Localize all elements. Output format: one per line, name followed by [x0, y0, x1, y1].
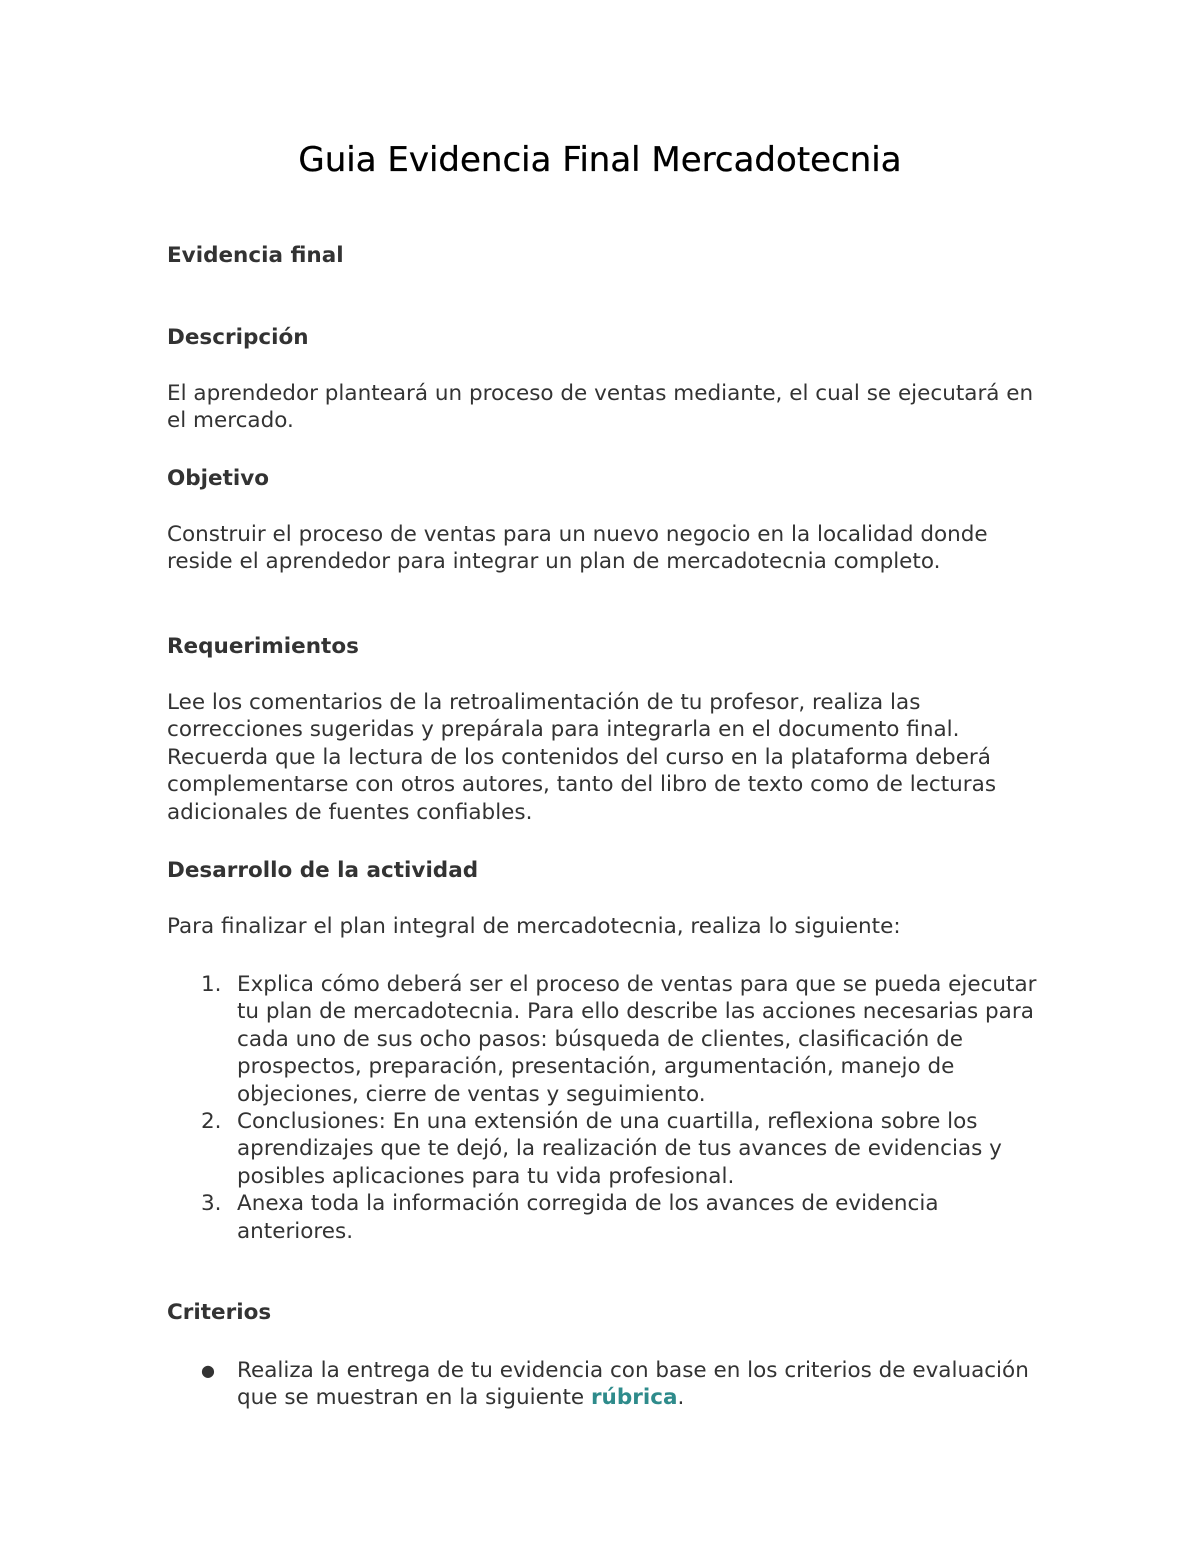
desarrollo-intro: Para finalizar el plan integral de mercadotecnia, realiza lo siguiente:	[167, 914, 901, 939]
descripcion-text: El aprendedor planteará un proceso de ventas mediante, el cual se ejecutará en el mercado.	[167, 381, 1034, 434]
section-heading-evidencia-final: Evidencia final	[167, 243, 344, 268]
bullet-icon: ●	[201, 1361, 215, 1380]
rubrica-link[interactable]: rúbrica	[590, 1385, 678, 1411]
heading-requerimientos: Requerimientos	[167, 634, 359, 659]
requerimientos-text: Lee los comentarios de la retroalimentación de tu profesor, realiza las correcciones sugeridas y prepárala para integrarla en el documento final. Recuerda que la lectura de los contenidos del curso en la plataforma deberá complementarse con otros autores, tanto del libro de texto como de lecturas adicionales de fuentes confiables.	[167, 690, 997, 825]
list-item	[167, 1357, 1037, 1412]
list-item	[167, 1190, 1037, 1245]
objetivo-text: Construir el proceso de ventas para un nuevo negocio en la localidad donde reside el aprendedor para integrar un plan de mercadotecnia completo.	[167, 522, 988, 575]
list-number: 2.	[201, 1109, 222, 1135]
criteria-list	[167, 1357, 1037, 1412]
heading-desarrollo: Desarrollo de la actividad	[167, 858, 479, 883]
heading-criterios: Criterios	[167, 1300, 272, 1325]
steps-list	[167, 971, 1037, 1245]
criteria-end: .	[677, 1385, 685, 1411]
list-item-text: Anexa toda la información corregida de los avances de evidencia anteriores.	[237, 1191, 939, 1244]
criteria-text: Realiza la entrega de tu evidencia con base en los criterios de evaluación que se muestran en la siguiente	[237, 1358, 1029, 1411]
list-number: 3.	[201, 1191, 222, 1217]
list-item	[167, 971, 1037, 1108]
heading-descripcion: Descripción	[167, 325, 309, 350]
list-item-text: Explica cómo deberá ser el proceso de ventas para que se pueda ejecutar tu plan de mercadotecnia. Para ello describe las acciones necesarias para cada uno de sus ocho pasos: búsqueda de clientes, clasificación de prospectos, preparación, presentación, argumentación, manejo de objeciones, cierre de ventas y seguimiento.	[237, 972, 1037, 1107]
heading-objetivo: Objetivo	[167, 466, 270, 491]
document-title: Guia Evidencia Final Mercadotecnia	[298, 140, 902, 180]
list-item	[167, 1108, 1037, 1190]
list-item-text: Conclusiones: En una extensión de una cuartilla, reflexiona sobre los aprendizajes que te dejó, la realización de tus avances de evidencias y posibles aplicaciones para tu vida profesional.	[237, 1109, 1002, 1189]
list-number: 1.	[201, 972, 222, 997]
